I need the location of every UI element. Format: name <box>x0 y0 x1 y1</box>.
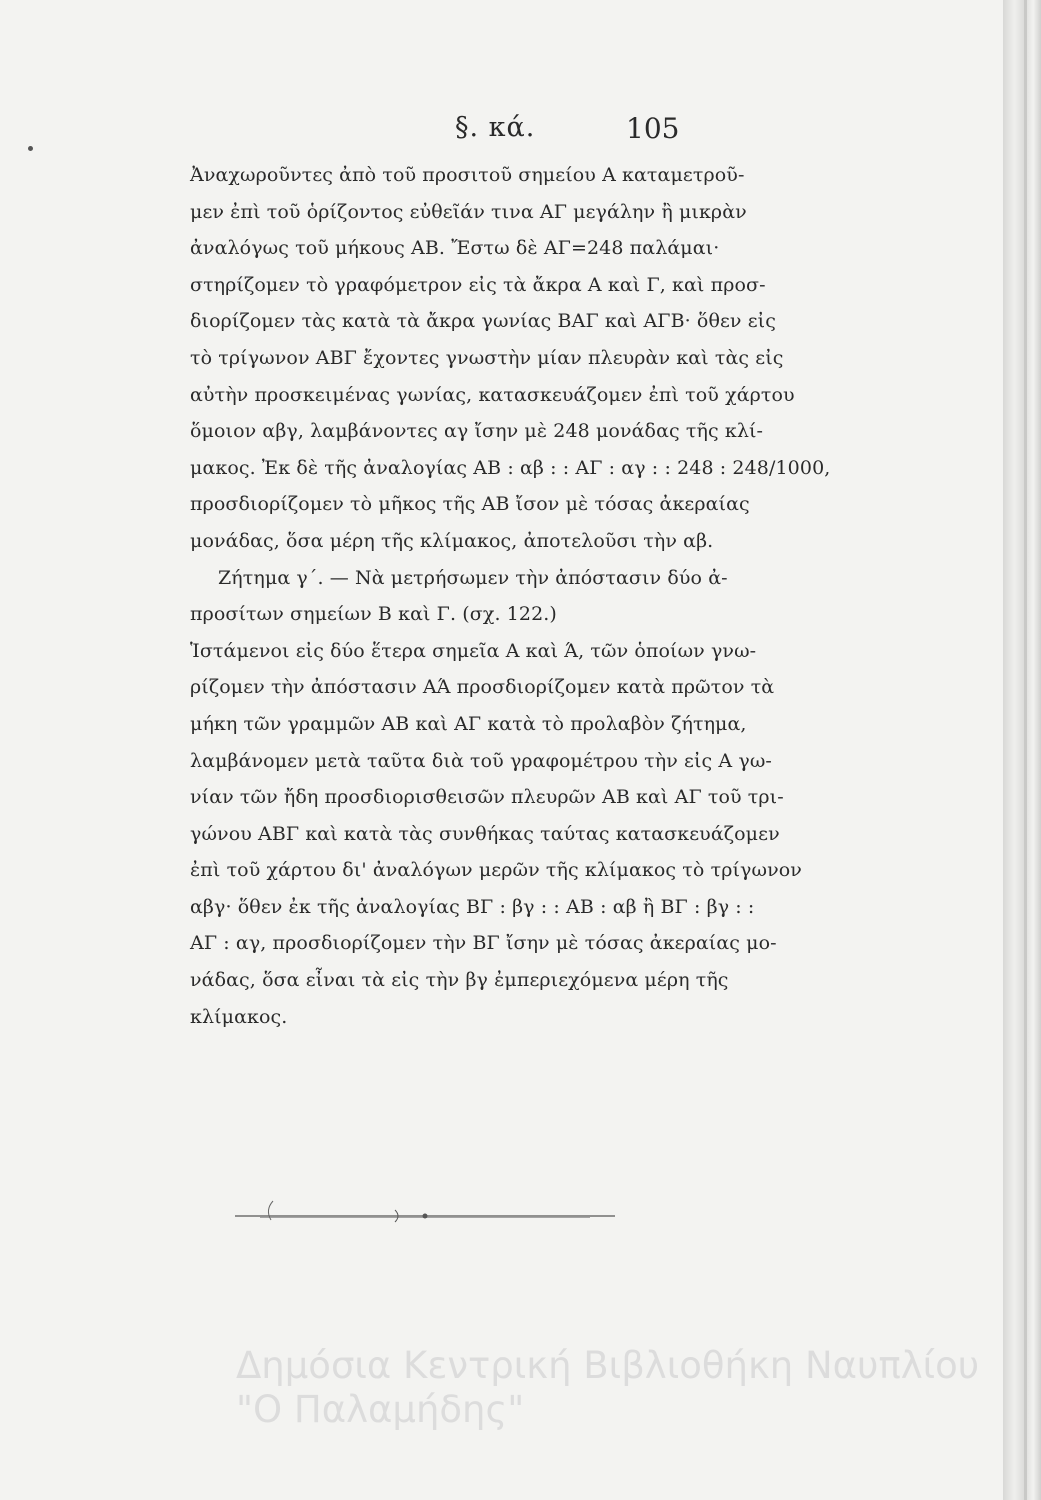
text-line: ὅμοιον αβγ, λαμβάνοντες αγ ἴσην μὲ 248 μονάδας τῆς κλί- <box>190 420 764 443</box>
library-watermark <box>236 1344 996 1432</box>
text-line: ἐπὶ τοῦ χάρτου δι' ἀναλόγων μερῶν τῆς κλίμακος τὸ τρίγωνον <box>190 859 802 882</box>
text-line: νάδας, ὅσα εἶναι τὰ εἰς τὴν βγ ἐμπεριεχόμενα μέρη τῆς <box>190 969 729 992</box>
text-line: αὐτὴν προσκειμένας γωνίας, κατασκευάζομεν ἐπὶ τοῦ χάρτου <box>190 383 795 406</box>
problem-heading-line: Ζήτημα γ΄. — Νὰ μετρήσωμεν τὴν ἀπόστασιν δύο ἀ- <box>218 566 728 589</box>
page-header <box>0 112 1041 152</box>
page-edge-shadow <box>1024 0 1027 1500</box>
text-line: λαμβάνομεν μετὰ ταῦτα διὰ τοῦ γραφομέτρου τὴν εἰς Α γω- <box>190 749 772 772</box>
text-line: μεν ἐπὶ τοῦ ὁρίζοντος εὐθεῖάν τινα ΑΓ μεγάλην ἢ μικρὰν <box>190 200 747 223</box>
page-edge <box>1003 0 1041 1500</box>
watermark-line-2: "Ο Παλαμήδης" <box>236 1388 525 1431</box>
text-line: Ἱστάμενοι εἰς δύο ἕτερα σημεῖα Α καὶ Ά, τῶν ὁποίων γνω- <box>190 639 757 662</box>
text-line: μήκη τῶν γραμμῶν ΑΒ καὶ ΑΓ κατὰ τὸ προλαβὸν ζήτημα, <box>190 712 747 735</box>
text-line: στηρίζομεν τὸ γραφόμετρον εἰς τὰ ἄκρα Α καὶ Γ, καὶ προσ- <box>190 273 766 296</box>
text-line: μακος. Ἐκ δὲ τῆς ἀναλογίας ΑΒ : αβ : : ΑΓ : αγ : : 248 : 248/1000, <box>190 456 831 479</box>
text-line: διορίζομεν τὰς κατὰ τὰ ἄκρα γωνίας ΒΑΓ καὶ ΑΓΒ· ὅθεν εἰς <box>190 310 776 333</box>
text-line: γώνου ΑΒΓ καὶ κατὰ τὰς συνθήκας ταύτας κατασκευάζομεν <box>190 822 780 845</box>
text-line: τὸ τρίγωνον ΑΒΓ ἔχοντες γνωστὴν μίαν πλευρὰν καὶ τὰς εἰς <box>190 346 784 369</box>
text-line: προσίτων σημείων Β καὶ Γ. (σχ. 122.) <box>190 603 557 626</box>
text-line: ἀναλόγως τοῦ μήκους ΑΒ. Ἔστω δὲ ΑΓ=248 παλάμαι· <box>190 237 720 260</box>
page-number: 105 <box>626 112 680 145</box>
text-line: κλίμακος. <box>190 1005 288 1028</box>
end-ornament <box>215 1196 635 1236</box>
text-line: Ἀναχωροῦντες ἀπὸ τοῦ προσιτοῦ σημείου Α καταμετροῦ- <box>190 164 745 186</box>
text-line: αβγ· ὅθεν ἐκ τῆς ἀναλογίας ΒΓ : βγ : : ΑΒ : αβ ἢ ΒΓ : βγ : : <box>190 895 755 918</box>
text-line: προσδιορίζομεν τὸ μῆκος τῆς ΑΒ ἴσον μὲ τόσας ἀκεραίας <box>190 493 750 516</box>
section-heading: §. κά. <box>455 112 536 143</box>
text-line: νίαν τῶν ἤδη προσδιορισθεισῶν πλευρῶν ΑΒ καὶ ΑΓ τοῦ τρι- <box>190 786 784 809</box>
text-line: ρίζομεν τὴν ἀπόστασιν ΑΆ προσδιορίζομεν κατὰ πρῶτον τὰ <box>190 676 775 699</box>
text-line: μονάδας, ὅσα μέρη τῆς κλίμακος, ἀποτελοῦσι τὴν αβ. <box>190 529 714 552</box>
text-line: ΑΓ : αγ, προσδιορίζομεν τὴν ΒΓ ἴσην μὲ τόσας ἀκεραίας μο- <box>190 932 777 955</box>
watermark-line-1: Δημόσια Κεντρική Βιβλιοθήκη Ναυπλίου <box>236 1344 980 1387</box>
body-text <box>190 157 831 1035</box>
